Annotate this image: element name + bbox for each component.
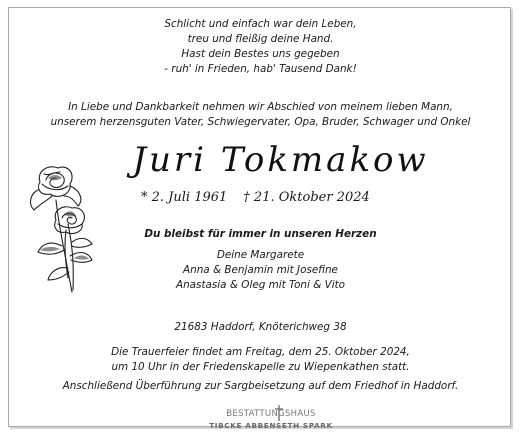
ceremony-line-1: Die Trauerfeier findet am Freitag, dem 25. Oktober 2024,: [111, 346, 410, 358]
logo-locations: TIBCKE ABBENSETH SPARK: [209, 421, 333, 430]
funeral-home-logo: [188, 405, 354, 434]
verse-line-4: - ruh' in Frieden, hab' Tausend Dank!: [164, 63, 357, 75]
verse-line-2: treu und fleißig deine Hand.: [187, 33, 334, 45]
mourner-line-2: Anna & Benjamin mit Josefine: [183, 264, 338, 276]
address: 21683 Haddorf, Knöterichweg 38: [174, 321, 347, 333]
intro-line-1: In Liebe und Dankbarkeit nehmen wir Abschied von meinem lieben Mann,: [68, 101, 453, 113]
motto: Du bleibst für immer in unseren Herzen: [144, 228, 377, 240]
ceremony-line-3: Anschließend Überführung zur Sargbeisetzung auf dem Friedhof in Haddorf.: [62, 380, 459, 392]
intro-line-2: unserem herzensguten Vater, Schwiegervater, Opa, Bruder, Schwager und Onkel: [50, 116, 471, 128]
mourner-line-3: Anastasia & Oleg mit Toni & Vito: [175, 279, 346, 291]
ceremony-line-2: um 10 Uhr in der Friedenskapelle zu Wiepenkathen statt.: [111, 361, 410, 373]
verse-line-3: Hast dein Bestes uns gegeben: [181, 48, 340, 60]
deceased-name: Juri Tokmakow: [132, 140, 429, 180]
death-date: † 21. Oktober 2024: [243, 190, 370, 205]
birth-date: * 2. Juli 1961: [141, 190, 228, 205]
life-dates: [141, 190, 370, 206]
logo-title: BESTATTUNGSHAUS: [226, 409, 316, 419]
mourner-line-1: Deine Margarete: [216, 249, 305, 261]
verse-line-1: Schlicht und einfach war dein Leben,: [164, 18, 357, 30]
